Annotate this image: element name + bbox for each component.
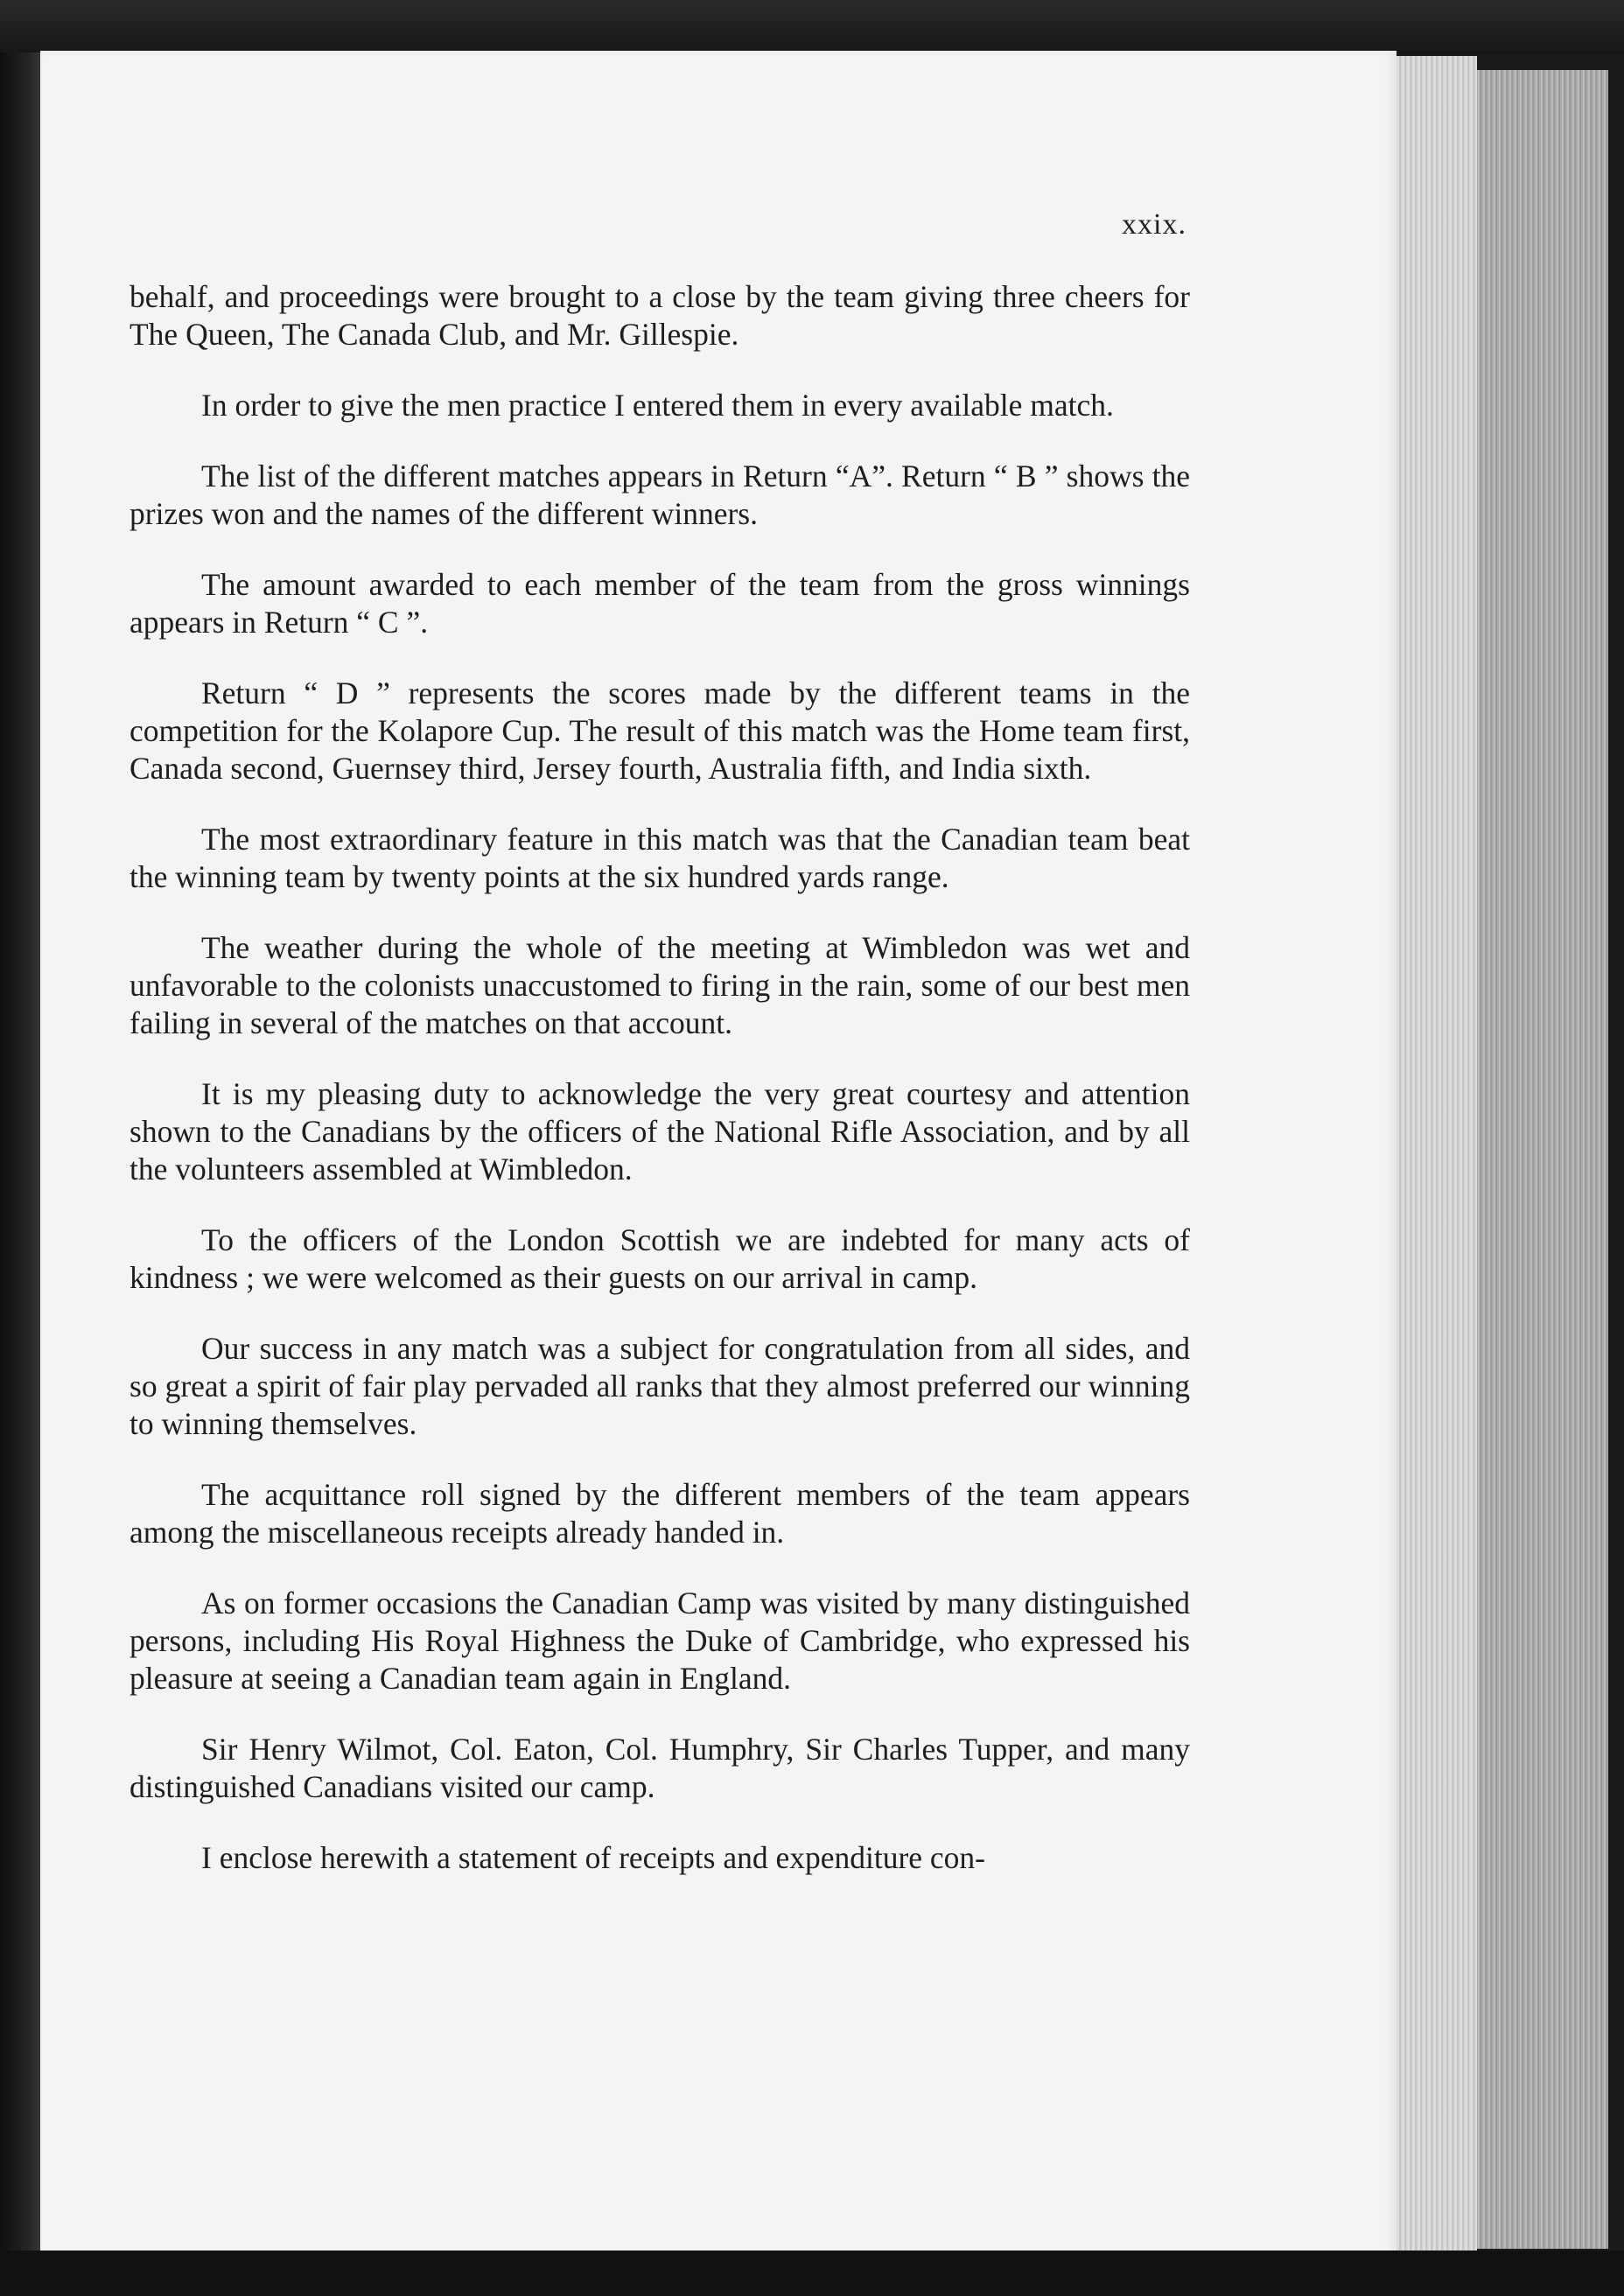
page-edges-stack xyxy=(1396,56,1477,2252)
page-number: xxix. xyxy=(1122,208,1186,241)
page-body xyxy=(130,278,1190,1877)
paragraph: I enclose herewith a statement of receipts and expenditure con- xyxy=(201,1840,985,1875)
paragraph: As on former occasions the Canadian Camp was visited by many distinguished persons, including His Royal Highness the Duke of Cambridge, who expressed his pleasure at seeing a Canadian team again in England. xyxy=(130,1586,1190,1696)
page-edges-stack-outer xyxy=(1477,70,1608,2249)
paragraph: The weather during the whole of the meeting at Wimbledon was wet and unfavorable to the colonists unaccustomed to firing in the rain, some of our best men failing in several of the matches on that account. xyxy=(130,930,1190,1040)
paragraph: To the officers of the London Scottish we are indebted for many acts of kindness ; we were welcomed as their guests on our arrival in camp. xyxy=(130,1222,1190,1295)
paragraph: Sir Henry Wilmot, Col. Eaton, Col. Humphry, Sir Charles Tupper, and many distinguished Canadians visited our camp. xyxy=(130,1732,1190,1804)
paragraph: The amount awarded to each member of the team from the gross winnings appears in Return “ C ”. xyxy=(130,567,1190,640)
paragraph: The acquittance roll signed by the different members of the team appears among the miscellaneous receipts already handed in. xyxy=(130,1477,1190,1550)
paragraph: In order to give the men practice I entered them in every available match. xyxy=(201,388,1114,423)
paragraph: The most extraordinary feature in this match was that the Canadian team beat the winning team by twenty points at the six hundred yards range. xyxy=(130,822,1190,894)
scanner-background-top xyxy=(0,0,1624,54)
paragraph: Our success in any match was a subject for congratulation from all sides, and so great a spirit of fair play pervaded all ranks that they almost preferred our winning to winning themselves. xyxy=(130,1331,1190,1441)
book-gutter-left xyxy=(0,52,42,2258)
paragraph: Return “ D ” represents the scores made by the different teams in the competition for the Kolapore Cup. The result of this match was the Home team first, Canada second, Guernsey third, Jersey fourth, Australia fifth, and India sixth. xyxy=(130,676,1190,786)
paragraph: behalf, and proceedings were brought to a close by the team giving three cheers for The Queen, The Canada Club, and Mr. Gillespie. xyxy=(130,279,1190,352)
book-edge-shadow xyxy=(1608,70,1624,2249)
paragraph: It is my pleasing duty to acknowledge the very great courtesy and attention shown to the Canadians by the officers of the National Rifle Association, and by all the volunteers assembled at Wimbledon. xyxy=(130,1076,1190,1186)
scanner-background-bottom xyxy=(0,2250,1624,2296)
paragraph: The list of the different matches appears in Return “A”. Return “ B ” shows the prizes won and the names of the different winners. xyxy=(130,458,1190,531)
